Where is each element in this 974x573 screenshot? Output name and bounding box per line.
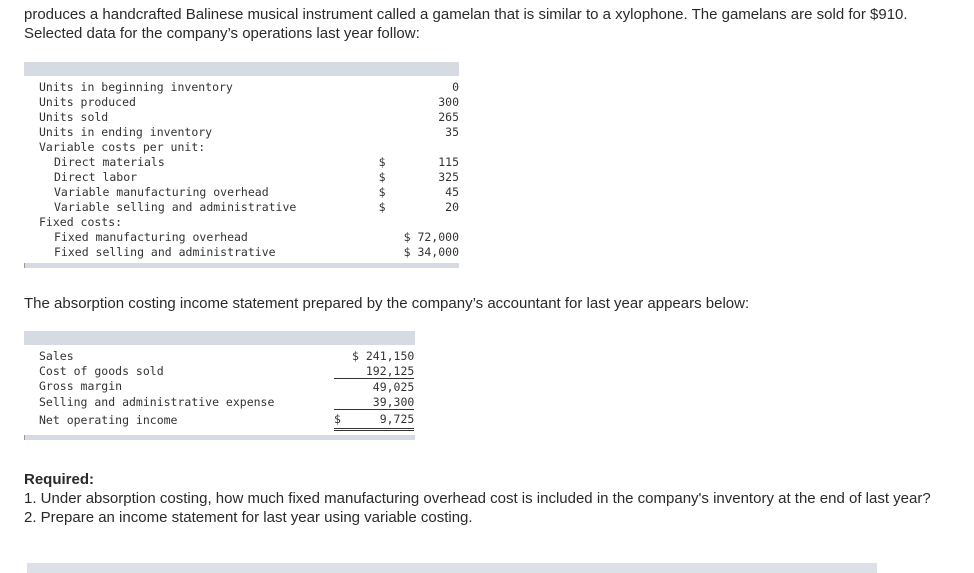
- row-value: 192,125: [352, 363, 414, 379]
- income-statement-row: [39, 348, 414, 363]
- required-section: [24, 470, 954, 527]
- row-currency: [379, 124, 404, 139]
- row-value: 9,725: [352, 410, 414, 430]
- row-value: $ 34,000: [403, 244, 459, 259]
- data-table-row: [39, 139, 459, 154]
- required-item-1: 1. Under absorption costing, how much fixed manufacturing overhead cost is included in the company's inventory at the end of last year?: [24, 490, 931, 507]
- row-currency: [334, 394, 352, 410]
- row-currency: [334, 363, 352, 379]
- row-value: 300: [438, 94, 459, 109]
- row-value: 39,300: [352, 394, 414, 410]
- data-table-panel: [24, 62, 459, 268]
- data-table-row: [39, 229, 459, 244]
- row-currency: [379, 79, 404, 94]
- data-table-row: [39, 244, 459, 259]
- row-currency: [334, 348, 352, 363]
- row-value: $ 72,000: [403, 229, 459, 244]
- income-statement-footer: [24, 435, 415, 440]
- row-value: 265: [438, 109, 459, 124]
- row-value: 45: [445, 184, 459, 199]
- row-value: $ 241,150: [352, 348, 415, 363]
- data-table: [39, 79, 459, 259]
- data-table-row: [39, 109, 459, 124]
- income-statement-row: [39, 379, 414, 395]
- row-currency: $: [378, 154, 386, 169]
- row-value: [404, 214, 459, 229]
- data-table-row: [39, 169, 459, 184]
- row-label: Gross margin: [39, 379, 123, 394]
- row-currency: [379, 139, 404, 154]
- data-table-row: [39, 199, 459, 214]
- answer-area-bar: [27, 563, 877, 573]
- income-statement-row: [39, 394, 414, 410]
- row-value: 35: [445, 124, 459, 139]
- row-label: Units in ending inventory: [39, 124, 213, 139]
- row-value: 0: [452, 79, 459, 94]
- row-label: Units in beginning inventory: [39, 79, 233, 94]
- row-label: Fixed manufacturing overhead: [54, 229, 248, 244]
- row-label: Variable costs per unit:: [39, 139, 206, 154]
- income-statement-table: [39, 348, 414, 431]
- data-table-row: [39, 214, 459, 229]
- income-statement-panel: [24, 331, 415, 440]
- row-label: Net operating income: [39, 412, 178, 427]
- data-table-row: [39, 79, 459, 94]
- income-statement-header: [24, 331, 415, 345]
- row-value: 325: [438, 169, 459, 184]
- row-label: Sales: [39, 348, 74, 363]
- row-currency: $: [378, 199, 386, 214]
- row-label: Variable manufacturing overhead: [54, 184, 269, 199]
- row-label: Fixed costs:: [39, 214, 123, 229]
- statement-intro: The absorption costing income statement prepared by the company’s accountant for last year appears below:: [24, 295, 750, 312]
- required-title: Required:: [24, 471, 95, 488]
- row-currency: [379, 214, 404, 229]
- row-label: Cost of goods sold: [39, 363, 164, 378]
- row-currency: $: [334, 410, 352, 430]
- data-table-row: [39, 124, 459, 139]
- data-table-row: [39, 184, 459, 199]
- problem-intro: produces a handcrafted Balinese musical instrument called a gamelan that is similar to a xylophone. The gamelans are sold for $910. Selected data for the company’s operations last year follow:: [24, 6, 908, 42]
- required-item-2: 2. Prepare an income statement for last year using variable costing.: [24, 509, 473, 526]
- data-table-footer: [24, 263, 459, 268]
- income-statement-row: [39, 363, 414, 379]
- row-value: 49,025: [372, 379, 415, 394]
- data-table-row: [39, 94, 459, 109]
- row-value: 115: [438, 154, 459, 169]
- row-value: 20: [445, 199, 459, 214]
- row-currency: [379, 244, 404, 259]
- row-label: Units sold: [39, 109, 109, 124]
- income-statement-row: [39, 410, 414, 430]
- row-label: Direct materials: [54, 154, 165, 169]
- row-label: Fixed selling and administrative: [54, 244, 276, 259]
- row-value: [404, 139, 459, 154]
- row-label: Direct labor: [54, 169, 138, 184]
- row-currency: $: [378, 184, 386, 199]
- row-label: Variable selling and administrative: [54, 199, 297, 214]
- row-currency: $: [378, 169, 386, 184]
- row-currency: [379, 229, 404, 244]
- data-table-header: [24, 62, 459, 76]
- row-label: Selling and administrative expense: [39, 394, 275, 409]
- row-currency: [334, 379, 352, 395]
- row-label: Units produced: [39, 94, 136, 109]
- row-currency: [379, 94, 404, 109]
- data-table-row: [39, 154, 459, 169]
- row-currency: [379, 109, 404, 124]
